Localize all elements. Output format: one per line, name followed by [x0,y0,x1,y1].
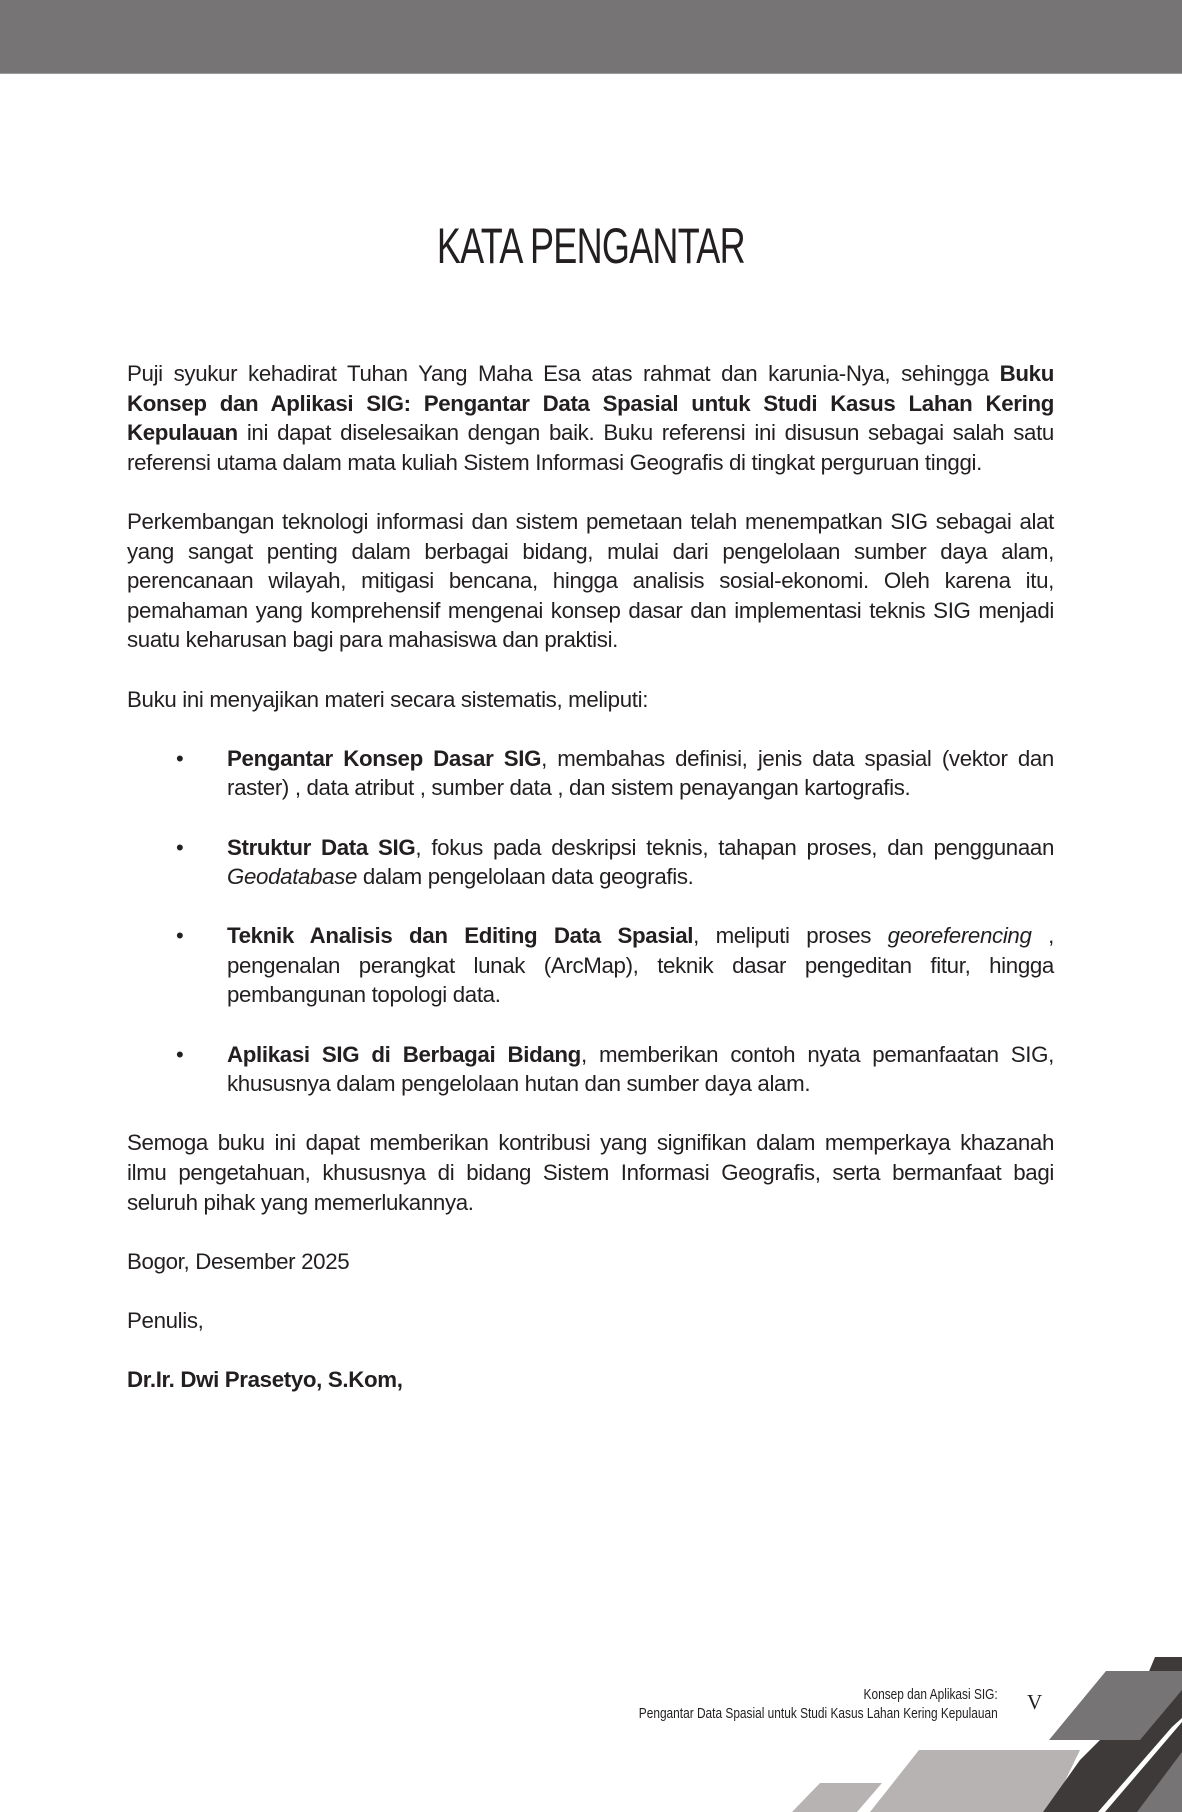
footer-shape-dark-stripe [1043,1657,1182,1812]
footer-shape-mid-upper [1049,1671,1182,1740]
topic-title: Struktur Data SIG [227,834,416,860]
closing-paragraph: Semoga buku ini dapat memberikan kontribusi yang signifikan dalam memperkaya khazanah ilmu pengetahuan, khususnya di bidang Sistem Informasi Geografis, serta bermanfaat bagi seluruh pihak yang memerlukannya. [127,1130,1054,1215]
author-name: Dr.Ir. Dwi Prasetyo, S.Kom, [127,1367,403,1393]
bullet-icon: • [176,923,184,949]
page-title [0,218,1182,274]
footer-shape-light-small [792,1783,882,1812]
paragraph-context: Perkembangan teknologi informasi dan sistem pemetaan telah menempatkan SIG sebagai alat yang sangat penting dalam berbagai bidang, mulai dari pengelolaan sumber daya alam, perencanaan wilayah, mitigasi bencana, hingga analisis sosial-ekonomi. Oleh karena itu, pemahaman yang komprehensif mengenai konsep dasar dan implementasi teknis SIG menjadi suatu keharusan bagi para mahasiswa dan praktisi. [127,508,1054,653]
list-item [127,921,1054,1010]
writer-label: Penulis, [127,1308,204,1333]
topic-italic-term: Geodatabase [227,864,358,890]
page-title-text: KATA PENGANTAR [437,217,745,274]
topic-text: , fokus pada deskripsi teknis, tahapan proses, dan penggunaan [415,834,1054,860]
topic-text-after: , pengenalan perangkat lunak (ArcMap), teknik dasar pengeditan fitur, hingga pembangunan topologi data. [227,923,1054,1008]
topic-title: Pengantar Konsep Dasar SIG [227,745,542,771]
topic-title: Aplikasi SIG di Berbagai Bidang [227,1041,581,1067]
topic-text: , membahas definisi, jenis data spasial (vektor dan raster) , data atribut , sumber data , dan sistem penayangan kartografis. [227,745,1054,801]
topic-italic-term: georeferencing [887,923,1032,949]
topic-text: , meliputi proses [693,923,888,949]
topic-text: , memberikan contoh nyata pemanfaatan SIG, khususnya dalam pengelolaan hutan dan sumber daya alam. [227,1041,1054,1097]
list-item [127,744,1054,803]
header-band [0,0,1182,74]
list-intro: Buku ini menyajikan materi secara sistematis, meliputi: [127,686,649,712]
list-item [127,1040,1054,1099]
bullet-icon: • [176,1041,184,1067]
place-date: Bogor, Desember 2025 [127,1248,350,1274]
footer-book-title-line1: Konsep dan Aplikasi SIG: [863,1687,998,1703]
topic-text-after: dalam pengelolaan data geografis. [357,864,694,890]
bullet-icon: • [176,745,184,771]
topic-title: Teknik Analisis dan Editing Data Spasial [227,923,694,949]
paragraph-intro-rest: ini dapat diselesaikan dengan baik. Buku referensi ini disusun sebagai salah satu referensi utama dalam mata kuliah Sistem Informasi Geografis di tingkat perguruan tinggi. [127,420,1054,475]
footer-white-line [1098,1718,1182,1812]
page-number: V [1027,1690,1043,1714]
paragraph-intro [127,359,1054,477]
footer-shape-mid-lower [1137,1752,1182,1812]
bullet-icon: • [176,834,184,860]
list-item [127,833,1054,892]
book-title-bold: Buku Konsep dan Aplikasi SIG: Pengantar Data Spasial untuk Studi Kasus Lahan Kering Kepulauan [127,361,1054,446]
topics-list [127,744,1054,1099]
footer-shape-light-large [870,1750,1080,1812]
running-footer [560,1686,998,1724]
footer-book-title-line2: Pengantar Data Spasial untuk Studi Kasus Lahan Kering Kepulauan [639,1706,998,1722]
preface-body [127,359,1054,1395]
paragraph-intro-text: Puji syukur kehadirat Tuhan Yang Maha Esa atas rahmat dan karunia-Nya, sehingga [127,361,1000,386]
